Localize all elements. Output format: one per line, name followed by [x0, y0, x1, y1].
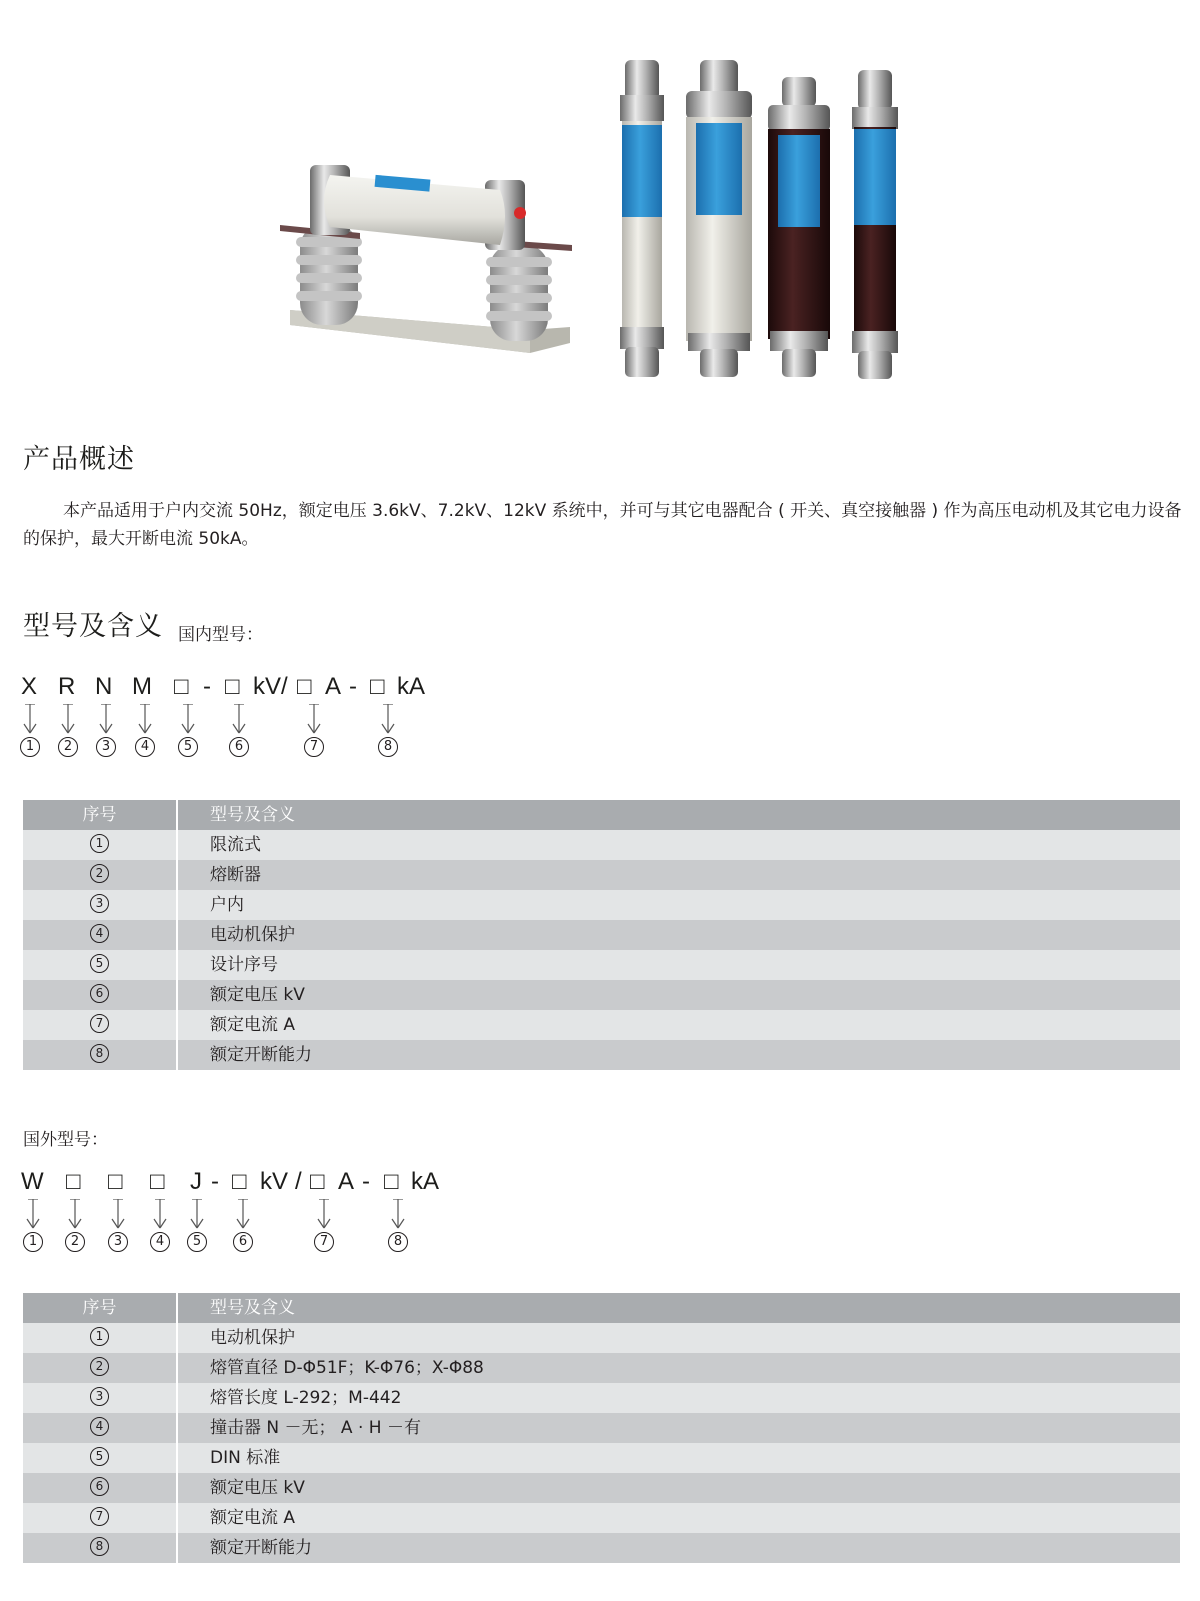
down-arrow-icon	[317, 1199, 331, 1229]
circled-number: 6	[90, 984, 109, 1003]
table-row	[23, 1353, 1180, 1383]
fuse-tube-3-image	[768, 77, 830, 377]
row-meaning: 额定电流 A	[210, 1508, 296, 1528]
row-index	[23, 1040, 178, 1070]
code-part: kV/	[253, 673, 288, 700]
row-meaning: 额定开断能力	[210, 1538, 312, 1558]
down-arrow-icon	[181, 704, 195, 734]
code-part: kA	[397, 673, 426, 700]
fuse-tube-2-image	[686, 60, 752, 377]
circled-number: 8	[90, 1044, 109, 1063]
row-index	[23, 830, 178, 860]
circled-number: 4	[90, 1417, 109, 1436]
down-arrow-icon	[307, 704, 321, 734]
fuse-tube-1-image	[620, 60, 664, 377]
code-part: kA	[411, 1168, 440, 1195]
row-index	[23, 1443, 178, 1473]
row-meaning: 电动机保护	[210, 1328, 295, 1348]
code-part: □	[310, 1168, 325, 1195]
circled-number: 2	[58, 737, 78, 757]
row-index	[23, 890, 178, 920]
row-meaning: 熔管长度 L-292；M-442	[210, 1388, 402, 1408]
table-row	[23, 1533, 1180, 1563]
circled-number: 6	[90, 1477, 109, 1496]
circled-number: 5	[90, 1447, 109, 1466]
row-index	[23, 1533, 178, 1563]
row-index	[23, 950, 178, 980]
fuse-tube-4-image	[852, 70, 898, 379]
code-part: □	[232, 1168, 247, 1195]
row-meaning: 额定电流 A	[210, 1015, 296, 1035]
header-index: 序号	[23, 800, 178, 830]
code-part: /	[295, 1168, 302, 1195]
row-meaning: 限流式	[210, 835, 261, 855]
code-part: kV	[260, 1168, 289, 1195]
down-arrow-icon	[26, 1199, 40, 1229]
down-arrow-icon	[68, 1199, 82, 1229]
table-row	[23, 890, 1180, 920]
code-part: □	[297, 673, 312, 700]
row-index	[23, 860, 178, 890]
code-part: □	[370, 673, 385, 700]
circled-number: 3	[108, 1232, 128, 1252]
circled-number: 2	[65, 1232, 85, 1252]
code-part: -	[349, 673, 357, 700]
down-arrow-icon	[99, 704, 113, 734]
circled-number: 5	[178, 737, 198, 757]
down-arrow-icon	[23, 704, 37, 734]
code-part: -	[203, 673, 211, 700]
overview-paragraph: 本产品适用于户内交流 50Hz，额定电压 3.6kV、7.2kV、12kV 系统中，并可与其它电器配合 ( 开关、真空接触器 ) 作为高压电动机及其它电力设备的保护，最大开断电流 50kA。	[23, 501, 1182, 549]
product-photo	[270, 55, 930, 400]
code-part: A	[325, 673, 342, 700]
table-row	[23, 830, 1180, 860]
circled-number: 2	[90, 864, 109, 883]
circled-number: 7	[90, 1014, 109, 1033]
circled-number: 5	[90, 954, 109, 973]
circled-number: 3	[90, 894, 109, 913]
foreign-meaning-table	[23, 1293, 1180, 1563]
down-arrow-icon	[381, 704, 395, 734]
foreign-model-label: 国外型号：	[23, 1130, 108, 1150]
table-row	[23, 1383, 1180, 1413]
circled-number: 1	[20, 737, 40, 757]
code-part: □	[66, 1168, 81, 1195]
circled-number: 3	[90, 1387, 109, 1406]
circled-number: 1	[23, 1232, 43, 1252]
code-part: □	[384, 1168, 399, 1195]
down-arrow-icon	[236, 1199, 250, 1229]
row-meaning: 电动机保护	[210, 925, 295, 945]
row-index	[23, 1413, 178, 1443]
row-meaning: 设计序号	[210, 955, 278, 975]
code-part: N	[95, 673, 113, 700]
circled-number: 4	[135, 737, 155, 757]
header-meaning: 型号及含义	[210, 1298, 295, 1318]
circled-number: 6	[233, 1232, 253, 1252]
code-part: J	[190, 1168, 202, 1195]
code-part: □	[174, 673, 189, 700]
circled-number: 4	[150, 1232, 170, 1252]
header-meaning: 型号及含义	[210, 805, 295, 825]
circled-number: 7	[304, 737, 324, 757]
down-arrow-icon	[111, 1199, 125, 1229]
row-index	[23, 1473, 178, 1503]
circled-number: 8	[388, 1232, 408, 1252]
circled-number: 6	[229, 737, 249, 757]
circled-number: 7	[314, 1232, 334, 1252]
row-index	[23, 1353, 178, 1383]
circled-number: 7	[90, 1507, 109, 1526]
circled-number: 8	[90, 1537, 109, 1556]
overview-title: 产品概述	[23, 444, 135, 475]
code-part: □	[150, 1168, 165, 1195]
circled-number: 4	[90, 924, 109, 943]
code-part: -	[362, 1168, 370, 1195]
row-index	[23, 1383, 178, 1413]
table-row	[23, 950, 1180, 980]
table-row	[23, 1323, 1180, 1353]
code-part: W	[21, 1168, 44, 1195]
circled-number: 5	[187, 1232, 207, 1252]
down-arrow-icon	[138, 704, 152, 734]
table-row	[23, 1040, 1180, 1070]
row-meaning: 户内	[210, 895, 244, 915]
row-index	[23, 1503, 178, 1533]
down-arrow-icon	[232, 704, 246, 734]
down-arrow-icon	[61, 704, 75, 734]
header-index: 序号	[23, 1293, 178, 1323]
domestic-code-diagram	[0, 672, 1200, 762]
row-meaning: DIN 标准	[210, 1448, 281, 1468]
code-part: R	[58, 673, 76, 700]
down-arrow-icon	[190, 1199, 204, 1229]
row-meaning: 额定电压 kV	[210, 985, 305, 1005]
row-index	[23, 1323, 178, 1353]
row-meaning: 撞击器 N －无； A · H －有	[210, 1418, 421, 1438]
code-part: A	[338, 1168, 355, 1195]
table-row	[23, 980, 1180, 1010]
circled-number: 8	[378, 737, 398, 757]
code-part: M	[132, 673, 152, 700]
row-meaning: 熔断器	[210, 865, 261, 885]
code-part: □	[108, 1168, 123, 1195]
table-header-row	[23, 800, 1180, 830]
row-index	[23, 1010, 178, 1040]
model-title: 型号及含义	[23, 611, 163, 642]
table-row	[23, 1503, 1180, 1533]
code-part: -	[211, 1168, 219, 1195]
row-index	[23, 920, 178, 950]
domestic-model-label: 国内型号：	[178, 625, 263, 645]
row-index	[23, 980, 178, 1010]
table-row	[23, 1413, 1180, 1443]
foreign-code-diagram	[0, 1167, 1200, 1257]
down-arrow-icon	[153, 1199, 167, 1229]
circled-number: 2	[90, 1357, 109, 1376]
circled-number: 1	[90, 834, 109, 853]
table-row	[23, 920, 1180, 950]
table-row	[23, 1010, 1180, 1040]
circled-number: 3	[96, 737, 116, 757]
code-part: □	[225, 673, 240, 700]
fuse-holder-image	[280, 165, 572, 353]
table-header-row	[23, 1293, 1180, 1323]
table-row	[23, 1473, 1180, 1503]
domestic-meaning-table	[23, 800, 1180, 1070]
row-meaning: 额定开断能力	[210, 1045, 312, 1065]
down-arrow-icon	[391, 1199, 405, 1229]
row-meaning: 熔管直径 D-Φ51F；K-Φ76；X-Φ88	[210, 1358, 484, 1378]
table-row	[23, 860, 1180, 890]
row-meaning: 额定电压 kV	[210, 1478, 305, 1498]
code-part: X	[21, 673, 38, 700]
table-row	[23, 1443, 1180, 1473]
circled-number: 1	[90, 1327, 109, 1346]
